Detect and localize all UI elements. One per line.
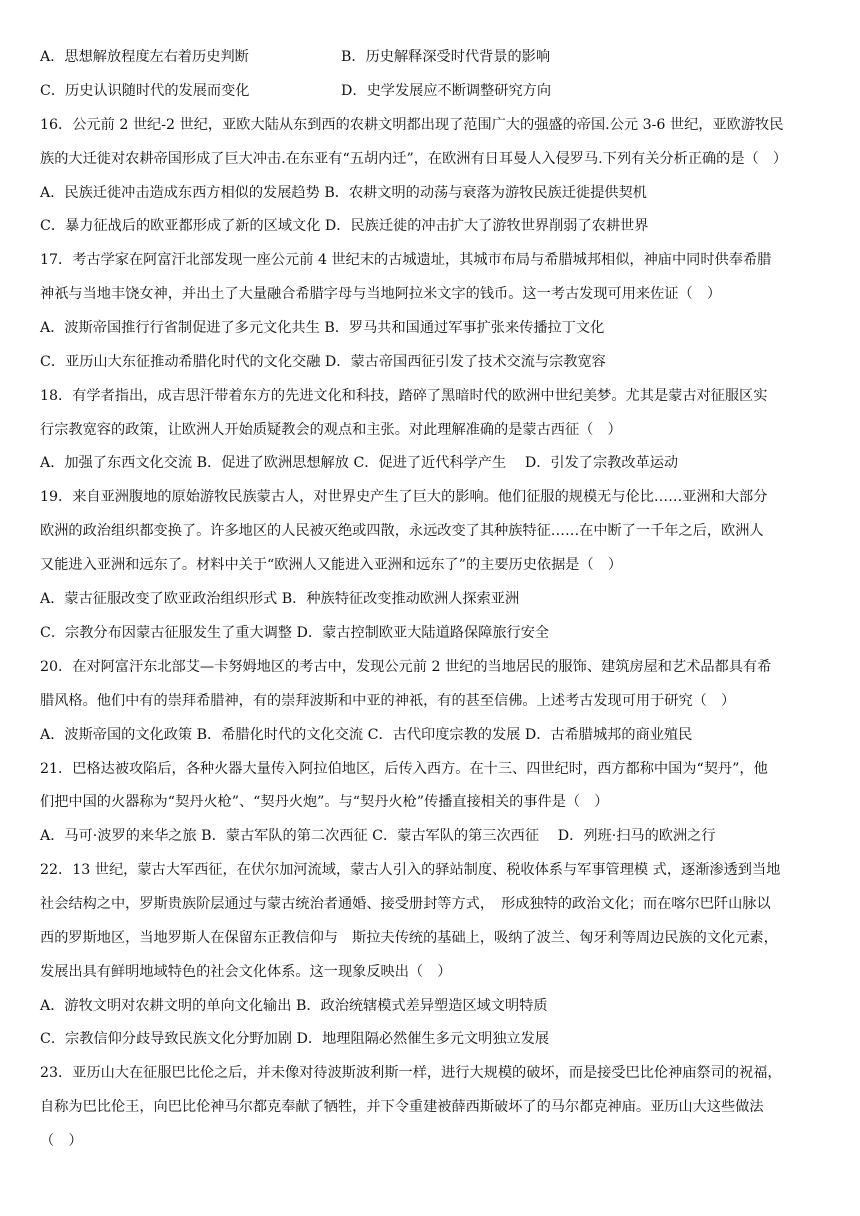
q15-option-d: D．史学发展应不断调整研究方向 [341, 83, 552, 99]
q17-options-line-1: A．波斯帝国推行行省制促进了多元文化共生 B．罗马共和国通过军事扩张来传播拉丁文化 [40, 320, 605, 336]
q21-stem-line-1: 21．巴格达被攻陷后，各种火器大量传入阿拉伯地区，后传入西方。在十三、四世纪时，西方都称中国为“契丹”，他 [40, 761, 768, 777]
q15-option-b: B．历史解释深受时代背景的影响 [341, 49, 551, 65]
q22-stem-line-3: 西的罗斯地区，当地罗斯人在保留东正教信仰与 斯拉夫传统的基础上，吸纳了波兰、匈牙利等周边民族的文化元素， [40, 930, 778, 946]
q22-stem-line-2: 社会结构之中，罗斯贵族阶层通过与蒙古统治者通婚、接受册封等方式， 形成独特的政治文化；而在喀尔巴阡山脉以 [40, 896, 771, 912]
q19-options-line-1: A．蒙古征服改变了欧亚政治组织形式 B．种族特征改变推动欧洲人探索亚洲 [40, 591, 520, 607]
q17-options-line-2: C．亚历山大东征推动希腊化时代的文化交融 D．蒙古帝国西征引发了技术交流与宗教宽容 [40, 354, 606, 370]
q22-stem-line-1: 22．13 世纪，蒙古大军西征，在伏尔加河流域，蒙古人引入的驿站制度、税收体系与军事管理模 式，逐渐渗透到当地 [40, 862, 781, 878]
q17-stem-line-2: 神祇与当地丰饶女神，并出土了大量融合希腊字母与当地阿拉米文字的钱币。这一考古发现可用来佐证（ ） [40, 286, 722, 302]
q20-stem-line-2: 腊风格。他们中有的崇拜希腊神，有的崇拜波斯和中亚的神祇，有的甚至信佛。上述考古发现可用于研究（ ） [40, 693, 736, 709]
q22-stem-line-4: 发展出具有鲜明地域特色的社会文化体系。这一现象反映出（ ） [40, 964, 452, 980]
q22-options-line-2: C．宗教信仰分歧导致民族文化分野加剧 D．地理阻隔必然催生多元文明独立发展 [40, 1031, 550, 1047]
q16-options-line-2: C．暴力征战后的欧亚都形成了新的区域文化 D．民族迁徙的冲击扩大了游牧世界削弱了农耕世界 [40, 218, 649, 234]
q21-options-line-1: A．马可·波罗的来华之旅 B．蒙古军队的第二次西征 C．蒙古军队的第三次西征 D．列班·扫马的欧洲之行 [40, 828, 716, 844]
q23-stem-line-1: 23．亚历山大在征服巴比伦之后，并未像对待波斯波利斯一样，进行大规模的破坏，而是接受巴比伦神庙祭司的祝福， [40, 1065, 782, 1081]
q18-stem-line-2: 行宗教宽容的政策，让欧洲人开始质疑教会的观点和主张。对此理解准确的是蒙古西征（ ） [40, 422, 622, 438]
q20-options-line-1: A．波斯帝国的文化政策 B．希腊化时代的文化交流 C．古代印度宗教的发展 D．古希腊城邦的商业殖民 [40, 727, 693, 743]
q19-options-line-2: C．宗教分布因蒙古征服发生了重大调整 D．蒙古控制欧亚大陆道路保障旅行安全 [40, 625, 550, 641]
q18-stem-line-1: 18．有学者指出，成吉思汗带着东方的先进文化和科技，踏碎了黑暗时代的欧洲中世纪美梦。尤其是蒙古对征服区实 [40, 388, 768, 404]
q15-option-c: C．历史认识随时代的发展而变化 [40, 83, 250, 99]
q23-stem-line-2: 自称为巴比伦王，向巴比伦神马尔都克奉献了牺牲，并下令重建被薛西斯破坏了的马尔都克神庙。亚历山大这些做法 [40, 1099, 764, 1115]
q19-stem-line-1: 19．来自亚洲腹地的原始游牧民族蒙古人，对世界史产生了巨大的影响。他们征服的规模无与伦比……亚洲和大部分 [40, 489, 768, 505]
q17-stem-line-1: 17．考古学家在阿富汗北部发现一座公元前 4 世纪末的古城遗址，其城市布局与希腊城邦相似，神庙中同时供奉希腊 [40, 252, 772, 268]
q19-stem-line-2: 欧洲的政治组织都变换了。许多地区的人民被灭绝或四散，永远改变了其种族特征……在中断了一千年之后，欧洲人 [40, 523, 764, 539]
q18-options-line-1: A．加强了东西文化交流 B．促进了欧洲思想解放 C．促进了近代科学产生 D．引发了宗教改革运动 [40, 455, 679, 471]
q16-stem-line-2: 族的大迁徙对农耕帝国形成了巨大冲击.在东亚有“五胡内迁”，在欧洲有日耳曼人入侵罗马.下列有关分析正确的是（ ） [40, 151, 788, 167]
q16-options-line-1: A．民族迁徙冲击造成东西方相似的发展趋势 B．农耕文明的动荡与衰落为游牧民族迁徙提供契机 [40, 185, 647, 201]
q20-stem-line-1: 20．在对阿富汗东北部艾—卡努姆地区的考古中，发现公元前 2 世纪的当地居民的服饰、建筑房屋和艺术品都具有希 [40, 659, 772, 675]
q21-stem-line-2: 们把中国的火器称为“契丹火枪”、“契丹火炮”。与“契丹火枪”传播直接相关的事件是（ ） [40, 794, 609, 810]
q15-option-a: A．思想解放程度左右着历史判断 [40, 49, 249, 65]
q22-options-line-1: A．游牧文明对农耕文明的单向文化输出 B．政治统辖模式差异塑造区域文明特质 [40, 998, 548, 1014]
q16-stem-line-1: 16．公元前 2 世纪-2 世纪，亚欧大陆从东到西的农耕文明都出现了范围广大的强盛的帝国.公元 3-6 世纪，亚欧游牧民 [40, 117, 784, 133]
q23-stem-line-3: （ ） [40, 1133, 83, 1149]
q19-stem-line-3: 又能进入亚洲和远东了。材料中关于“欧洲人又能进入亚洲和远东了”的主要历史依据是（ ） [40, 557, 623, 573]
